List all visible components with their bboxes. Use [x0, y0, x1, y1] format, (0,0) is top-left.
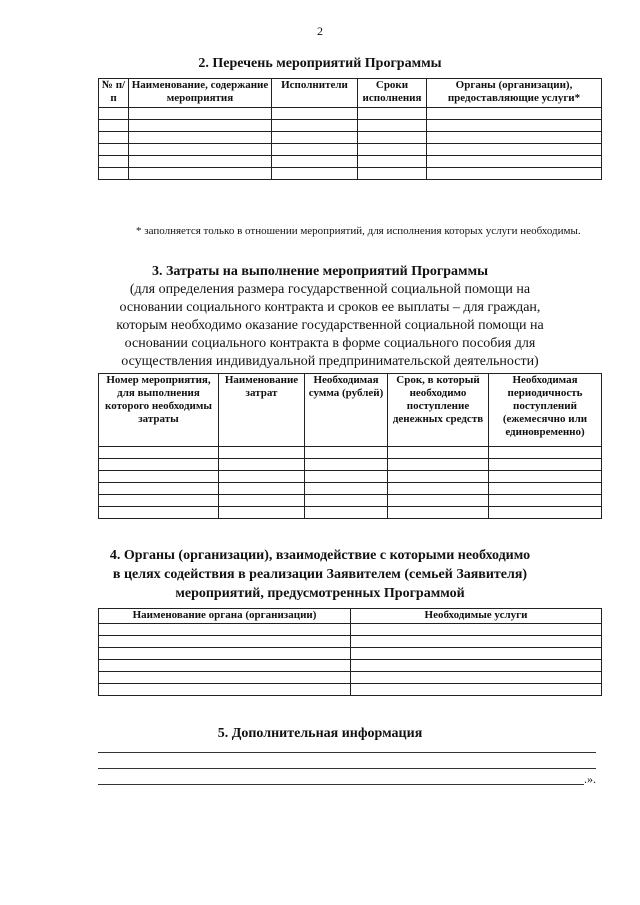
activities-table-cell: [99, 120, 129, 132]
activities-table-row: [99, 156, 602, 168]
costs-table: [98, 373, 602, 519]
organizations-table: [98, 608, 602, 696]
activities-table-cell: [272, 144, 358, 156]
activities-table-row: [99, 132, 602, 144]
costs-table-cell: [219, 495, 305, 507]
organizations-table-cell: [99, 648, 351, 660]
activities-table-cell: [272, 120, 358, 132]
costs-table-cell: [388, 459, 489, 471]
costs-table-row: [99, 447, 602, 459]
costs-table-cell: [99, 483, 219, 495]
costs-table-cell: [219, 507, 305, 519]
col-periodicity: Необходимая периодичность поступлений (ежемесячно или единовременно): [489, 374, 602, 447]
col-organizations: Органы (организации), предоставляющие услуги*: [427, 79, 602, 108]
costs-table-cell: [99, 447, 219, 459]
activities-table-cell: [129, 120, 272, 132]
col-sum: Необходимая сумма (рублей): [305, 374, 388, 447]
activities-table-cell: [99, 156, 129, 168]
page-number: 2: [317, 24, 323, 38]
organizations-table-header: [99, 609, 602, 624]
costs-table-cell: [219, 447, 305, 459]
costs-table-header: [99, 374, 602, 447]
activities-table-cell: [272, 108, 358, 120]
col-number: № п/п: [99, 79, 129, 108]
costs-table-cell: [489, 447, 602, 459]
activities-table-cell: [427, 120, 602, 132]
costs-table-row: [99, 483, 602, 495]
col-organization-name: Наименование органа (организации): [99, 609, 351, 624]
activities-table-row: [99, 144, 602, 156]
organizations-table-cell: [351, 672, 602, 684]
costs-table-cell: [305, 483, 388, 495]
activities-table-cell: [358, 132, 427, 144]
organizations-table-cell: [351, 684, 602, 696]
activities-table-cell: [129, 156, 272, 168]
activities-table-cell: [99, 144, 129, 156]
activities-table-header: [99, 79, 602, 108]
costs-table-cell: [99, 471, 219, 483]
activities-table-row: [99, 108, 602, 120]
organizations-table-row: [99, 660, 602, 672]
costs-table-cell: [489, 459, 602, 471]
activities-table-cell: [358, 156, 427, 168]
organizations-table-row: [99, 648, 602, 660]
organizations-table-row: [99, 672, 602, 684]
col-deadline: Срок, в который необходимо поступление денежных средств: [388, 374, 489, 447]
organizations-table-cell: [99, 660, 351, 672]
costs-table-cell: [489, 495, 602, 507]
col-name: Наименование, содержание мероприятия: [129, 79, 272, 108]
activities-table-cell: [129, 144, 272, 156]
costs-table-row: [99, 507, 602, 519]
organizations-table-cell: [99, 624, 351, 636]
costs-table-cell: [305, 471, 388, 483]
section-3-title: 3. Затраты на выполнение мероприятий Программы: [151, 264, 489, 279]
activities-table-cell: [358, 120, 427, 132]
footnote: * заполняется только в отношении мероприятий, для исполнения которых услуги необходимы.: [136, 225, 581, 237]
organizations-table-cell: [99, 684, 351, 696]
activities-table-cell: [272, 168, 358, 180]
section-3-subtitle: (для определения размера государственной социальной помощи на основании социального контракта и сроков ее выплаты – для граждан, которым необходимо оказание государственной социальной помощи на основании социального контракта в форме социального пособия для осуществления индивидуальной предпринимательской деятельности): [116, 282, 544, 369]
section-4-title-line3: мероприятий, предусмотренных Программой: [175, 586, 465, 601]
organizations-table-cell: [99, 636, 351, 648]
costs-table-cell: [388, 447, 489, 459]
activities-table-cell: [358, 108, 427, 120]
costs-table-cell: [219, 471, 305, 483]
section-2-title: 2. Перечень мероприятий Программы: [198, 56, 442, 71]
col-cost-name: Наименование затрат: [219, 374, 305, 447]
costs-table-row: [99, 495, 602, 507]
costs-table-cell: [99, 459, 219, 471]
costs-table-cell: [388, 483, 489, 495]
organizations-table-cell: [351, 624, 602, 636]
section-5-title: 5. Дополнительная информация: [217, 726, 423, 741]
col-executors: Исполнители: [272, 79, 358, 108]
costs-table-cell: [489, 483, 602, 495]
costs-table-cell: [305, 507, 388, 519]
activities-table-cell: [427, 108, 602, 120]
activities-table-cell: [129, 108, 272, 120]
costs-table-cell: [305, 495, 388, 507]
costs-table-cell: [388, 471, 489, 483]
activities-table-cell: [272, 156, 358, 168]
activities-table-cell: [427, 144, 602, 156]
organizations-table-row: [99, 684, 602, 696]
section-4-title-line2: в целях содействия в реализации Заявителем (семьей Заявителя): [112, 567, 528, 582]
activities-table-cell: [129, 132, 272, 144]
costs-table-row: [99, 459, 602, 471]
costs-table-cell: [305, 447, 388, 459]
col-activity-number: Номер мероприятия, для выполнения которого необходимы затраты: [99, 374, 219, 447]
closing-quote: .».: [584, 772, 596, 786]
organizations-table-cell: [351, 660, 602, 672]
activities-table-cell: [427, 156, 602, 168]
activities-table-cell: [99, 168, 129, 180]
col-terms: Сроки исполнения: [358, 79, 427, 108]
info-line-2: [98, 768, 596, 769]
organizations-table-row: [99, 636, 602, 648]
activities-table-cell: [99, 132, 129, 144]
organizations-table-cell: [99, 672, 351, 684]
activities-table-cell: [129, 168, 272, 180]
activities-table-cell: [427, 132, 602, 144]
costs-table-cell: [489, 507, 602, 519]
activities-table-row: [99, 168, 602, 180]
costs-table-cell: [489, 471, 602, 483]
costs-table-cell: [99, 507, 219, 519]
info-line-1: [98, 752, 596, 753]
col-required-services: Необходимые услуги: [351, 609, 602, 624]
costs-table-cell: [305, 459, 388, 471]
info-line-3: [98, 784, 584, 785]
organizations-table-row: [99, 624, 602, 636]
costs-table-cell: [388, 495, 489, 507]
costs-table-cell: [219, 459, 305, 471]
costs-table-cell: [388, 507, 489, 519]
activities-table-cell: [272, 132, 358, 144]
costs-table-row: [99, 471, 602, 483]
organizations-table-cell: [351, 636, 602, 648]
section-4-title-line1: 4. Органы (организации), взаимодействие с которыми необходимо: [109, 548, 531, 563]
activities-table: [98, 78, 602, 180]
costs-table-cell: [99, 495, 219, 507]
activities-table-cell: [358, 144, 427, 156]
activities-table-cell: [99, 108, 129, 120]
activities-table-cell: [358, 168, 427, 180]
activities-table-row: [99, 120, 602, 132]
organizations-table-cell: [351, 648, 602, 660]
costs-table-cell: [219, 483, 305, 495]
activities-table-cell: [427, 168, 602, 180]
